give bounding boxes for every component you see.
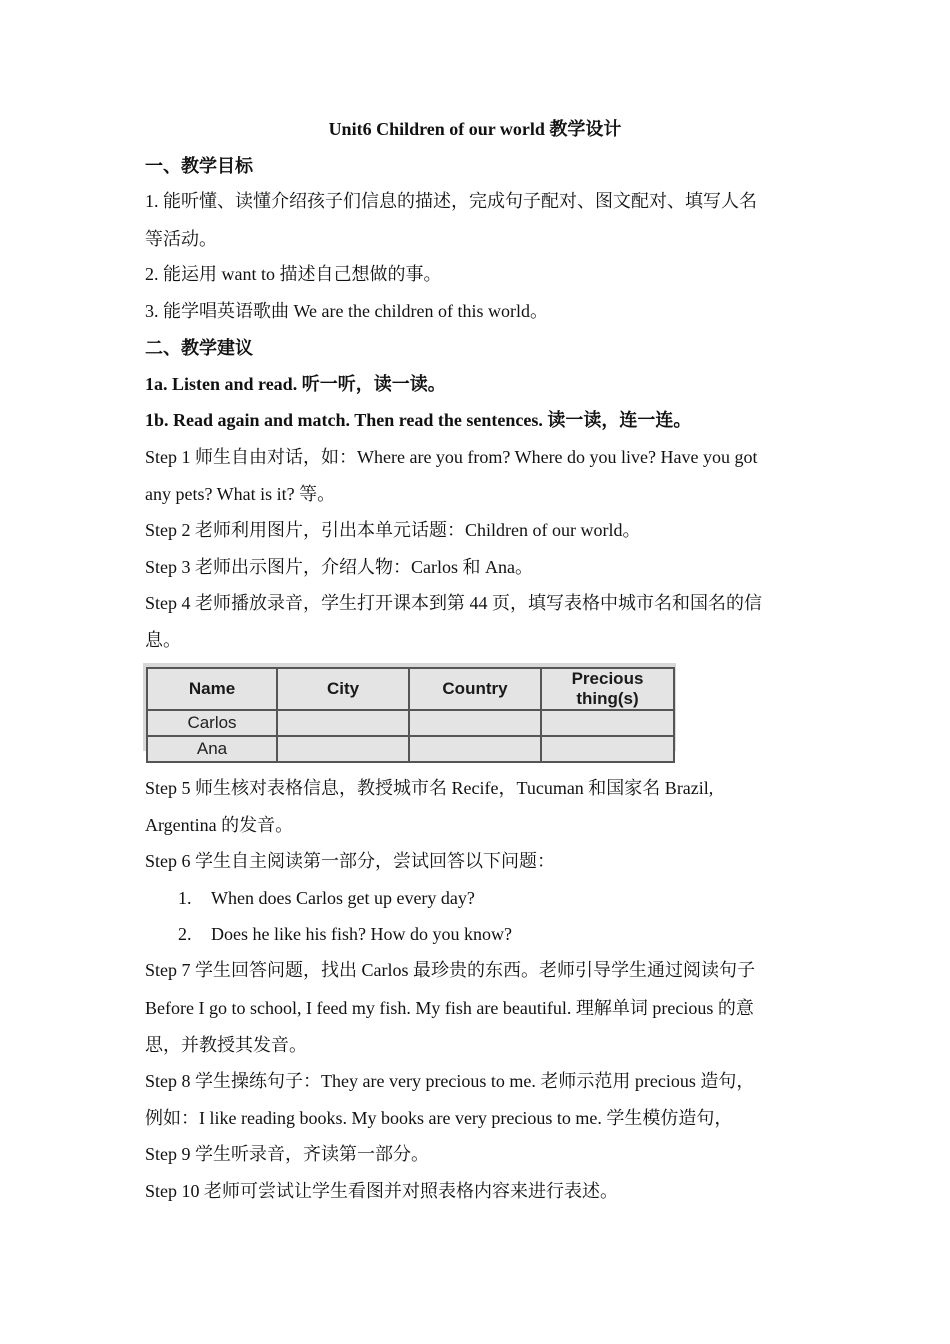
question-2: Does he like his fish? How do you know? — [211, 924, 512, 944]
table-cell-country — [409, 710, 541, 736]
step-7-line-1: Step 7 学生回答问题，找出 Carlos 最珍贵的东西。老师引导学生通过阅读句子 — [145, 960, 755, 980]
task-1a: 1a. Listen and read. 听一听，读一读。 — [145, 374, 446, 394]
table-header-cell: Name — [147, 668, 277, 710]
document-title: Unit6 Children of our world 教学设计 — [328, 119, 622, 139]
step-2: Step 2 老师利用图片，引出本单元话题：Children of our world。 — [145, 520, 641, 540]
table-cell-city — [277, 710, 409, 736]
task-1b: 1b. Read again and match. Then read the sentences. 读一读，连一连。 — [145, 410, 692, 430]
goal-1-line-2: 等活动。 — [145, 229, 217, 249]
section-heading-goals: 一、教学目标 — [145, 156, 253, 176]
table-cell-precious — [541, 736, 674, 762]
info-table — [146, 667, 675, 763]
step-5-line-2: Argentina 的发音。 — [145, 815, 294, 835]
table-cell-city — [277, 736, 409, 762]
question-2-number: 2. — [178, 924, 192, 944]
step-1-line-2: any pets? What is it? 等。 — [145, 484, 336, 504]
table-header-cell: City — [277, 668, 409, 710]
question-1-number: 1. — [178, 888, 192, 908]
step-9: Step 9 学生听录音，齐读第一部分。 — [145, 1144, 429, 1164]
step-4-line-1: Step 4 老师播放录音，学生打开课本到第 44 页，填写表格中城市名和国名的信 — [145, 593, 762, 613]
goal-3: 3. 能学唱英语歌曲 We are the children of this world。 — [145, 301, 548, 321]
goal-1-line-1: 1. 能听懂、读懂介绍孩子们信息的描述，完成句子配对、图文配对、填写人名 — [145, 191, 757, 211]
table-cell-country — [409, 736, 541, 762]
question-1: When does Carlos get up every day? — [211, 888, 475, 908]
table-header-row — [147, 668, 674, 710]
step-8-line-1: Step 8 学生操练句子：They are very precious to me. 老师示范用 precious 造句， — [145, 1071, 755, 1091]
table-row — [147, 710, 674, 736]
step-10: Step 10 老师可尝试让学生看图并对照表格内容来进行表述。 — [145, 1181, 618, 1201]
table-cell-name: Ana — [147, 736, 277, 762]
step-7-line-3: 思，并教授其发音。 — [145, 1035, 307, 1055]
goal-2: 2. 能运用 want to 描述自己想做的事。 — [145, 264, 442, 284]
table-cell-precious — [541, 710, 674, 736]
step-3: Step 3 老师出示图片，介绍人物：Carlos 和 Ana。 — [145, 557, 533, 577]
info-table-image — [143, 663, 676, 758]
step-8-line-2: 例如：I like reading books. My books are very precious to me. 学生模仿造句， — [145, 1108, 733, 1128]
step-6: Step 6 学生自主阅读第一部分，尝试回答以下问题： — [145, 851, 555, 871]
section-heading-suggestions: 二、教学建议 — [145, 338, 253, 358]
table-cell-name: Carlos — [147, 710, 277, 736]
step-7-line-2: Before I go to school, I feed my fish. My fish are beautiful. 理解单词 precious 的意 — [145, 998, 754, 1018]
step-4-line-2: 息。 — [145, 630, 181, 650]
table-header-cell: Country — [409, 668, 541, 710]
table-row — [147, 736, 674, 762]
step-5-line-1: Step 5 师生核对表格信息，教授城市名 Recife，Tucuman 和国家名 Brazil, — [145, 778, 714, 798]
table-header-cell: Precious thing(s) — [541, 668, 674, 710]
step-1-line-1: Step 1 师生自由对话，如：Where are you from? Where do you live? Have you got — [145, 447, 758, 467]
